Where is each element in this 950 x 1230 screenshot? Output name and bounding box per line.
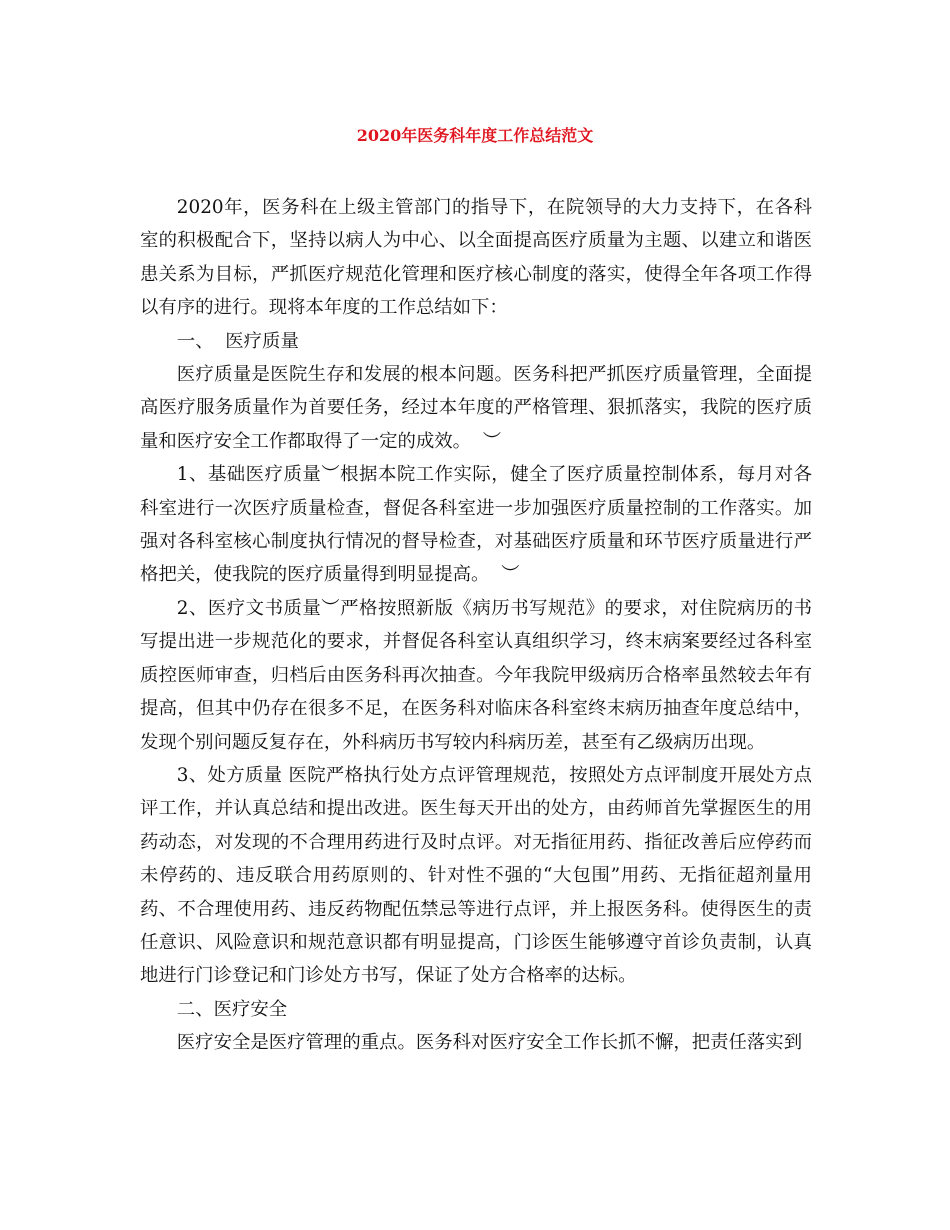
intro-paragraph: 2020年，医务科在上级主管部门的指导下，在院领导的大力支持下，在各科室的积极配合下，坚持以病人为中心、以全面提高医疗质量为主题、以建立和谐医患关系为目标，严抓医疗规范化管理和医疗核心制度的落实，使得全年各项工作得以有序的进行。现将本年度的工作总结如下： bbox=[140, 197, 812, 319]
basic-quality-paragraph: 1、基础医疗质量︶根据本院工作实际，健全了医疗质量控制体系，每月对各科室进行一次医疗质量检查，督促各科室进一步加强医疗质量控制的工作落实。加强对各科室核心制度执行情况的督导检查，对基础医疗质量和环节医疗质量进行严格把关，使我院的医疗质量得到明显提高。 ︶ bbox=[140, 464, 812, 586]
document-body bbox=[140, 191, 812, 1060]
section-heading-medical-safety: 二、医疗安全 bbox=[176, 998, 288, 1020]
section-heading-medical-quality: 一、 医疗质量 bbox=[176, 330, 299, 352]
medical-records-paragraph: 2、医疗文书质量︶严格按照新版《病历书写规范》的要求，对住院病历的书写提出进一步规范化的要求，并督促各科室认真组织学习，终末病案要经过各科室质控医师审查，归档后由医务科再次抽查。今年我院甲级病历合格率虽然较去年有提高，但其中仍存在很多不足，在医务科对临床各科室终末病历抽查年度总结中，发现个别问题反复存在，外科病历书写较内科病历差，甚至有乙级病历出现。 bbox=[140, 597, 812, 753]
medical-quality-paragraph: 医疗质量是医院生存和发展的根本问题。医务科把严抓医疗质量管理，全面提高医疗服务质量作为首要任务，经过本年度的严格管理、狠抓落实，我院的医疗质量和医疗安全工作都取得了一定的成效。 ︶ bbox=[140, 364, 812, 452]
medical-safety-paragraph: 医疗安全是医疗管理的重点。医务科对医疗安全工作长抓不懈，把责任落实到 bbox=[176, 1032, 803, 1054]
document-title: 2020年医务科年度工作总结范文 bbox=[356, 126, 594, 145]
prescription-quality-paragraph: 3、处方质量 医院严格执行处方点评管理规范，按照处方点评制度开展处方点评工作，并认真总结和提出改进。医生每天开出的处方，由药师首先掌握医生的用药动态，对发现的不合理用药进行及时点评。对无指征用药、指征改善后应停药而未停药的、违反联合用药原则的、针对性不强的“大包围”用药、无指征超剂量用药、不合理使用药、违反药物配伍禁忌等进行点评，并上报医务科。使得医生的责任意识、风险意识和规范意识都有明显提高，门诊医生能够遵守首诊负责制，认真地进行门诊登记和门诊处方书写，保证了处方合格率的达标。 bbox=[140, 764, 812, 987]
